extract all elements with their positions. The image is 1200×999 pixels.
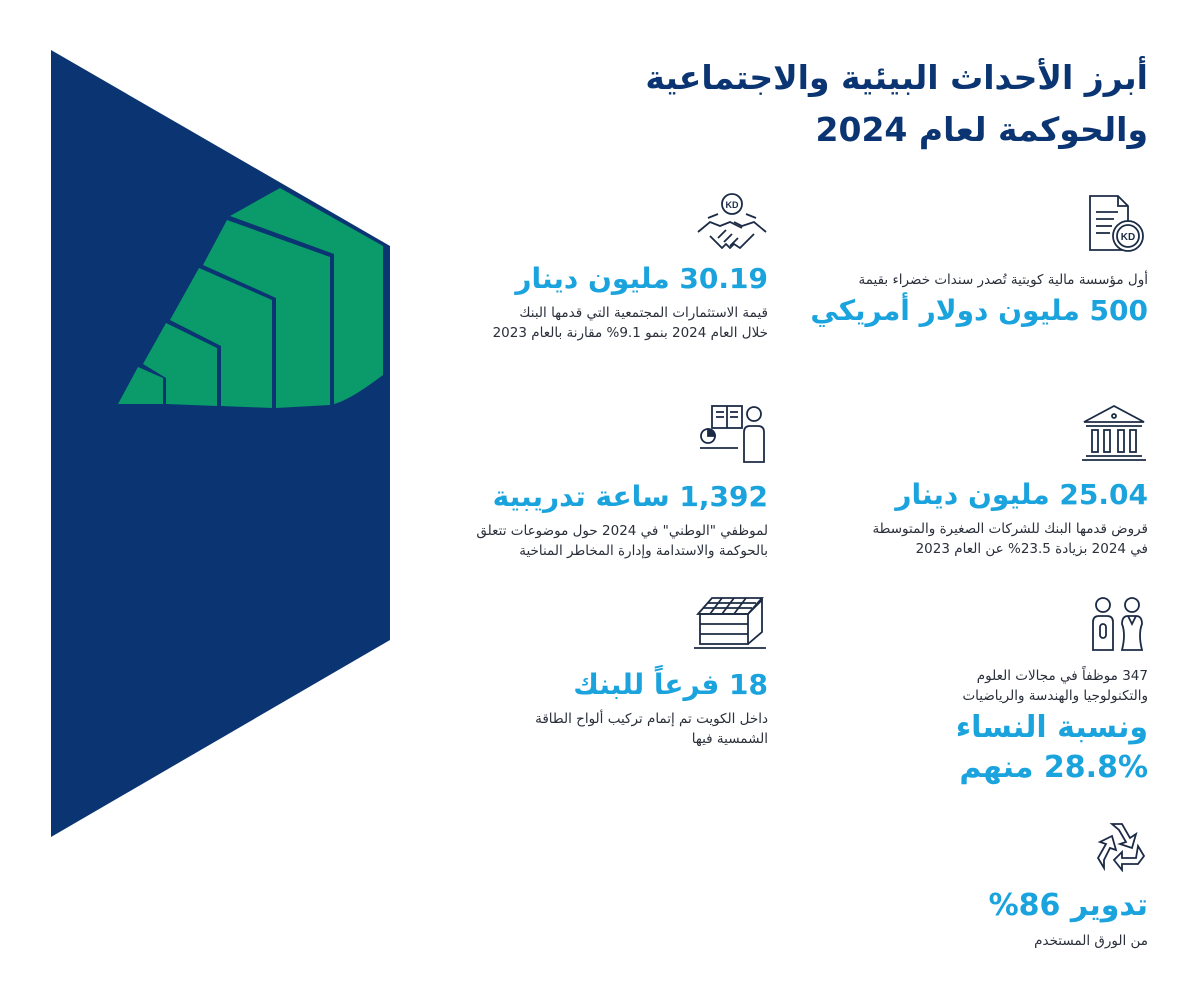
paper-recycling-stat	[788, 820, 1148, 951]
page-title	[528, 52, 1148, 156]
man-woman-icon	[1088, 596, 1148, 654]
women-ratio-value-line-2: 28.8% منهم	[959, 750, 1148, 785]
handshake-kd-icon	[696, 192, 768, 256]
svg-text:KD: KD	[725, 200, 739, 210]
solar-branches-line-2: الشمسية فيها	[691, 731, 768, 747]
community-investment-line-2: خلال العام 2024 بنمو 9.1% مقارنة بالعام 2023	[492, 325, 768, 341]
bank-logo	[0, 0, 400, 999]
paper-recycling-value: تدوير 86%	[988, 888, 1148, 923]
sme-loans-value: 25.04 مليون دينار	[895, 478, 1148, 511]
training-hours-value: 1,392 ساعة تدريبية	[492, 480, 768, 513]
green-bonds-stat	[788, 192, 1148, 327]
title-line-1: أبرز الأحداث البيئية والاجتماعية	[645, 58, 1148, 97]
recycle-icon	[1092, 820, 1148, 872]
training-hours-line-2: بالحوكمة والاستدامة وإدارة المخاطر المناخية	[519, 543, 768, 559]
sme-loans-line-1: قروض قدمها البنك للشركات الصغيرة والمتوسطة	[872, 521, 1148, 537]
bank-building-icon	[1080, 402, 1148, 464]
community-investment-value: 30.19 مليون دينار	[515, 262, 768, 295]
title-line-2: والحوكمة لعام 2024	[815, 110, 1148, 149]
stem-employees-line-2: والتكنولوجيا والهندسة والرياضيات	[962, 688, 1148, 704]
document-kd-coin-icon	[1084, 192, 1148, 256]
solar-building-icon	[692, 592, 768, 652]
community-investment-line-1: قيمة الاستثمارات المجتمعية التي قدمها البنك	[519, 305, 768, 321]
women-ratio-value-line-1: ونسبة النساء	[955, 710, 1148, 745]
green-bonds-label: أول مؤسسة مالية كويتية تُصدر سندات خضراء بقيمة	[858, 272, 1148, 288]
solar-branches-line-1: داخل الكويت تم إتمام تركيب ألواح الطاقة	[535, 711, 768, 727]
solar-branches-value: 18 فرعاً للبنك	[573, 668, 768, 701]
svg-text:KD: KD	[1120, 232, 1136, 243]
stem-employees-stat	[788, 596, 1148, 788]
paper-recycling-line-1: من الورق المستخدم	[1034, 933, 1148, 949]
training-presentation-icon	[698, 404, 768, 466]
green-bonds-value: 500 مليون دولار أمريكي	[810, 294, 1148, 327]
sme-loans-stat	[788, 402, 1148, 559]
community-investment-stat	[428, 192, 768, 343]
stem-employees-line-1: 347 موظفاً في مجالات العلوم	[976, 668, 1148, 684]
training-hours-line-1: لموظفي "الوطني" في 2024 حول موضوعات تتعلق	[476, 523, 768, 539]
sme-loans-line-2: في 2024 بزيادة 23.5% عن العام 2023	[915, 541, 1148, 557]
training-hours-stat	[428, 404, 768, 561]
solar-branches-stat	[428, 592, 768, 749]
